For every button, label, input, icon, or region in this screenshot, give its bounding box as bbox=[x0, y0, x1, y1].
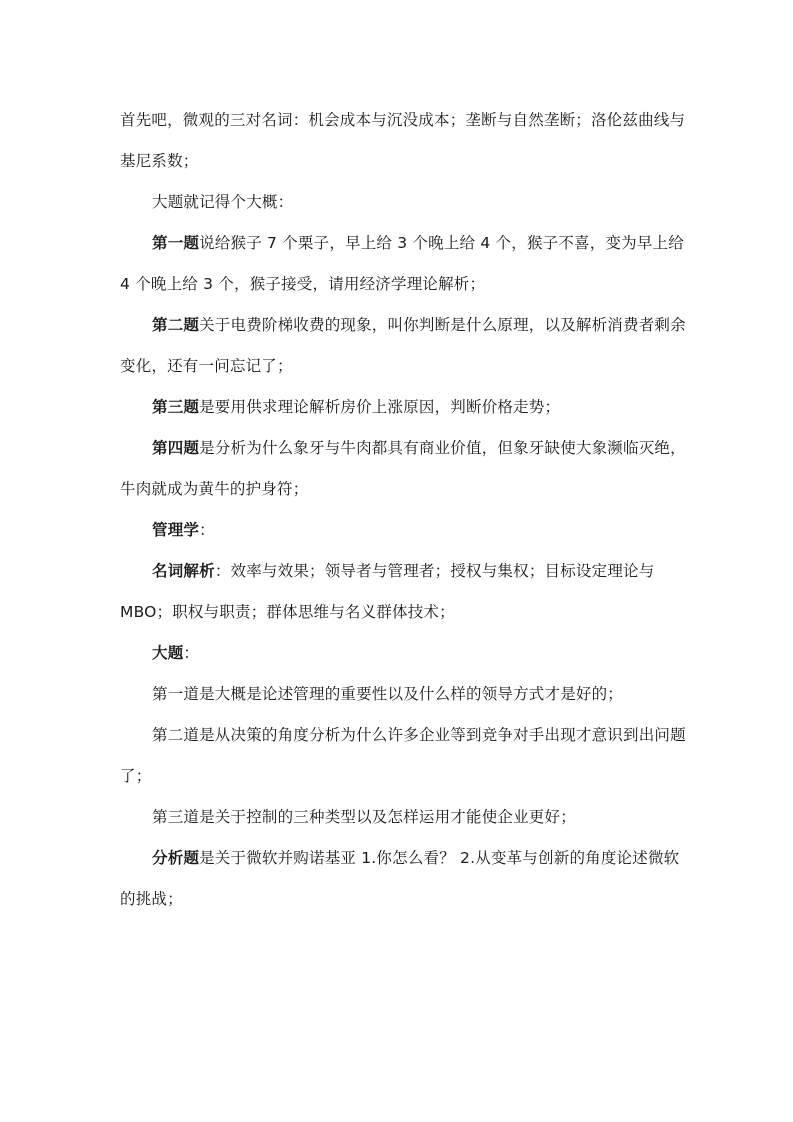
paragraph-text: 是要用供求理论解析房价上涨原因，判断价格走势； bbox=[199, 398, 561, 416]
paragraph-analysis-question bbox=[120, 838, 690, 920]
paragraph-text: 第一道是大概是论述管理的重要性以及什么样的领导方式才是好的； bbox=[152, 685, 624, 703]
paragraph-question-2 bbox=[120, 305, 690, 387]
paragraph-lead: 第四题 bbox=[152, 439, 200, 457]
paragraph-text: 是分析为什么象牙与牛肉都具有商业价值，但象牙缺使大象濒临灭绝，牛肉就成为黄牛的护身符； bbox=[120, 439, 686, 498]
paragraph-management-q3 bbox=[120, 797, 690, 838]
paragraph-lead: 大题 bbox=[152, 644, 184, 662]
paragraph-management-heading bbox=[120, 510, 690, 551]
paragraph-question-3 bbox=[120, 387, 690, 428]
paragraph-lead: 分析题 bbox=[152, 849, 200, 867]
paragraph-lead: 管理学 bbox=[152, 521, 200, 539]
paragraph-big-questions-intro bbox=[120, 182, 690, 223]
paragraph-text: ： bbox=[199, 521, 215, 539]
paragraph-intro bbox=[120, 100, 690, 182]
paragraph-lead: 第二题 bbox=[152, 316, 200, 334]
paragraph-text: 大题就记得个大概： bbox=[152, 193, 294, 211]
paragraph-lead: 名词解析 bbox=[152, 562, 215, 580]
paragraph-text: 说给猴子 7 个栗子，早上给 3 个晚上给 4 个，猴子不喜，变为早上给 4 个晚上给 3 个，猴子接受，请用经济学理论解析； bbox=[120, 234, 684, 293]
paragraph-management-q2 bbox=[120, 715, 690, 797]
paragraph-lead: 第三题 bbox=[152, 398, 200, 416]
paragraph-management-q1 bbox=[120, 674, 690, 715]
paragraph-question-1 bbox=[120, 223, 690, 305]
paragraph-text: 第二道是从决策的角度分析为什么许多企业等到竞争对手出现才意识到出问题了； bbox=[120, 726, 686, 785]
paragraph-text: 首先吧，微观的三对名词：机会成本与沉没成本；垄断与自然垄断；洛伦兹曲线与基尼系数； bbox=[120, 111, 686, 170]
paragraph-text: 关于电费阶梯收费的现象，叫你判断是什么原理，以及解析消费者剩余变化，还有一问忘记了； bbox=[120, 316, 686, 375]
paragraph-term-definitions bbox=[120, 551, 690, 633]
paragraph-text: 是关于微软并购诺基亚 1.你怎么看？ 2.从变革与创新的角度论述微软的挑战； bbox=[120, 849, 680, 908]
paragraph-text: ：效率与效果；领导者与管理者；授权与集权；目标设定理论与MBO；职权与职责；群体思维与名义群体技术； bbox=[120, 562, 655, 621]
paragraph-text: ： bbox=[183, 644, 200, 662]
paragraph-text: 第三道是关于控制的三种类型以及怎样运用才能使企业更好； bbox=[152, 808, 576, 826]
paragraph-big-questions-heading bbox=[120, 633, 690, 674]
paragraph-question-4 bbox=[120, 428, 690, 510]
paragraph-lead: 第一题 bbox=[152, 234, 200, 252]
